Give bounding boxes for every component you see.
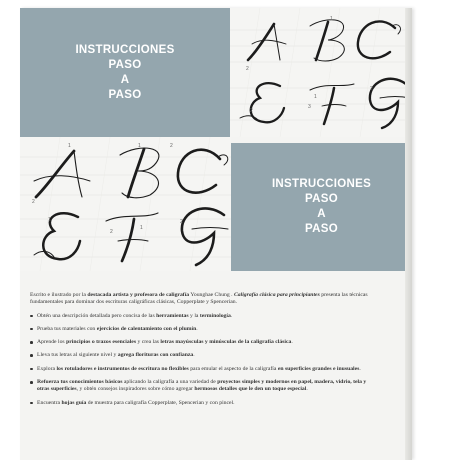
banner-line: PASO xyxy=(305,223,338,235)
svg-text:2: 2 xyxy=(110,229,113,235)
svg-text:1: 1 xyxy=(140,225,143,231)
list-item: Encuentra hojas guía de muestra para caligrafía Copperplate, Spencerian y con pincel. xyxy=(30,400,370,407)
calligraphy-illustration-mid xyxy=(20,137,231,271)
letter-g-glyph xyxy=(370,79,410,128)
bullet-icon xyxy=(30,341,33,344)
svg-text:1: 1 xyxy=(138,143,141,149)
bullet-icon xyxy=(30,381,33,384)
banner-line: PASO xyxy=(108,58,142,71)
calligraphy-letters-mid-svg xyxy=(20,137,231,271)
description-text xyxy=(30,292,370,413)
intro-text-end: presenta las técnicas fundamentales para dominar dos escrituras caligráficas clásicas, Copperplate y Spencerian. xyxy=(30,292,368,306)
intro-author-role: destacada artista y profesora de caligrafía xyxy=(87,292,190,298)
banner-line: INSTRUCCIONES xyxy=(271,178,372,190)
svg-text:1: 1 xyxy=(68,143,71,149)
letter-b-glyph xyxy=(310,20,344,61)
svg-text:1: 1 xyxy=(314,94,317,100)
calligraphy-illustration-top xyxy=(230,8,412,137)
letter-a-glyph xyxy=(248,24,286,60)
svg-text:2: 2 xyxy=(32,199,35,205)
svg-text:2: 2 xyxy=(250,108,253,114)
list-item: Prueba tus materiales con ejercicios de calentamiento con el plumín. xyxy=(30,326,370,333)
svg-text:2: 2 xyxy=(180,219,183,225)
svg-text:1: 1 xyxy=(48,217,51,223)
svg-text:2: 2 xyxy=(246,66,249,72)
letter-a-glyph xyxy=(34,151,90,197)
banner-line: A xyxy=(120,73,130,86)
guide-numbers xyxy=(246,16,373,114)
book-spine xyxy=(405,8,412,460)
list-item: Aprende los principios o trazos esenciales y crea las letras mayúsculas y minúsculas de la caligrafía clásica. xyxy=(30,339,370,346)
bullet-icon xyxy=(30,315,33,318)
intro-paragraph xyxy=(30,292,370,307)
svg-text:1: 1 xyxy=(330,16,333,22)
letter-g-glyph xyxy=(182,208,228,265)
list-item: Obtén una descripción detallada pero concisa de las herramientas y la terminología. xyxy=(30,313,370,320)
letter-c-glyph xyxy=(358,21,401,58)
banner-instructions-top xyxy=(20,8,230,137)
banner-line: PASO xyxy=(108,88,142,101)
bullet-icon xyxy=(30,368,33,371)
calligraphy-letters-top-svg xyxy=(230,8,412,137)
bullet-icon xyxy=(30,354,33,357)
intro-book-title: Caligrafía clásica para principiantes xyxy=(234,292,320,298)
intro-text: Escrito e ilustrado por la xyxy=(30,292,88,298)
banner-line: PASO xyxy=(305,193,338,205)
intro-author-name: Younghae Chung . xyxy=(189,292,234,298)
banner-instructions-mid xyxy=(231,143,412,271)
svg-text:2: 2 xyxy=(370,86,373,92)
letter-e-glyph xyxy=(240,83,284,122)
bullet-icon xyxy=(30,402,33,405)
list-item: Lleva tus letras al siguiente nivel y agrega florituras con confianza. xyxy=(30,352,370,359)
svg-text:2: 2 xyxy=(170,143,173,149)
banner-line: INSTRUCCIONES xyxy=(75,43,175,56)
banner-line: A xyxy=(317,208,326,220)
list-item: Refuerza tus conocimientos básicos aplicando la caligrafía a una variedad de proyectos simples y modernos en papel, madera, vidrio, tela y otras superficies, y obtén consejos inspiradores sobre cómo agregar hermosos detalles que le den un toque especial. xyxy=(30,379,370,394)
letter-b-glyph xyxy=(120,148,159,198)
letter-e-glyph xyxy=(34,213,80,259)
list-item: Explora los rotuladores e instrumentos de escritura no flexibles para emular el aspecto de la caligrafía en superficies grandes e inusuales. xyxy=(30,366,370,373)
bullet-icon xyxy=(30,328,33,331)
feature-list xyxy=(30,313,370,407)
svg-text:3: 3 xyxy=(308,104,311,110)
